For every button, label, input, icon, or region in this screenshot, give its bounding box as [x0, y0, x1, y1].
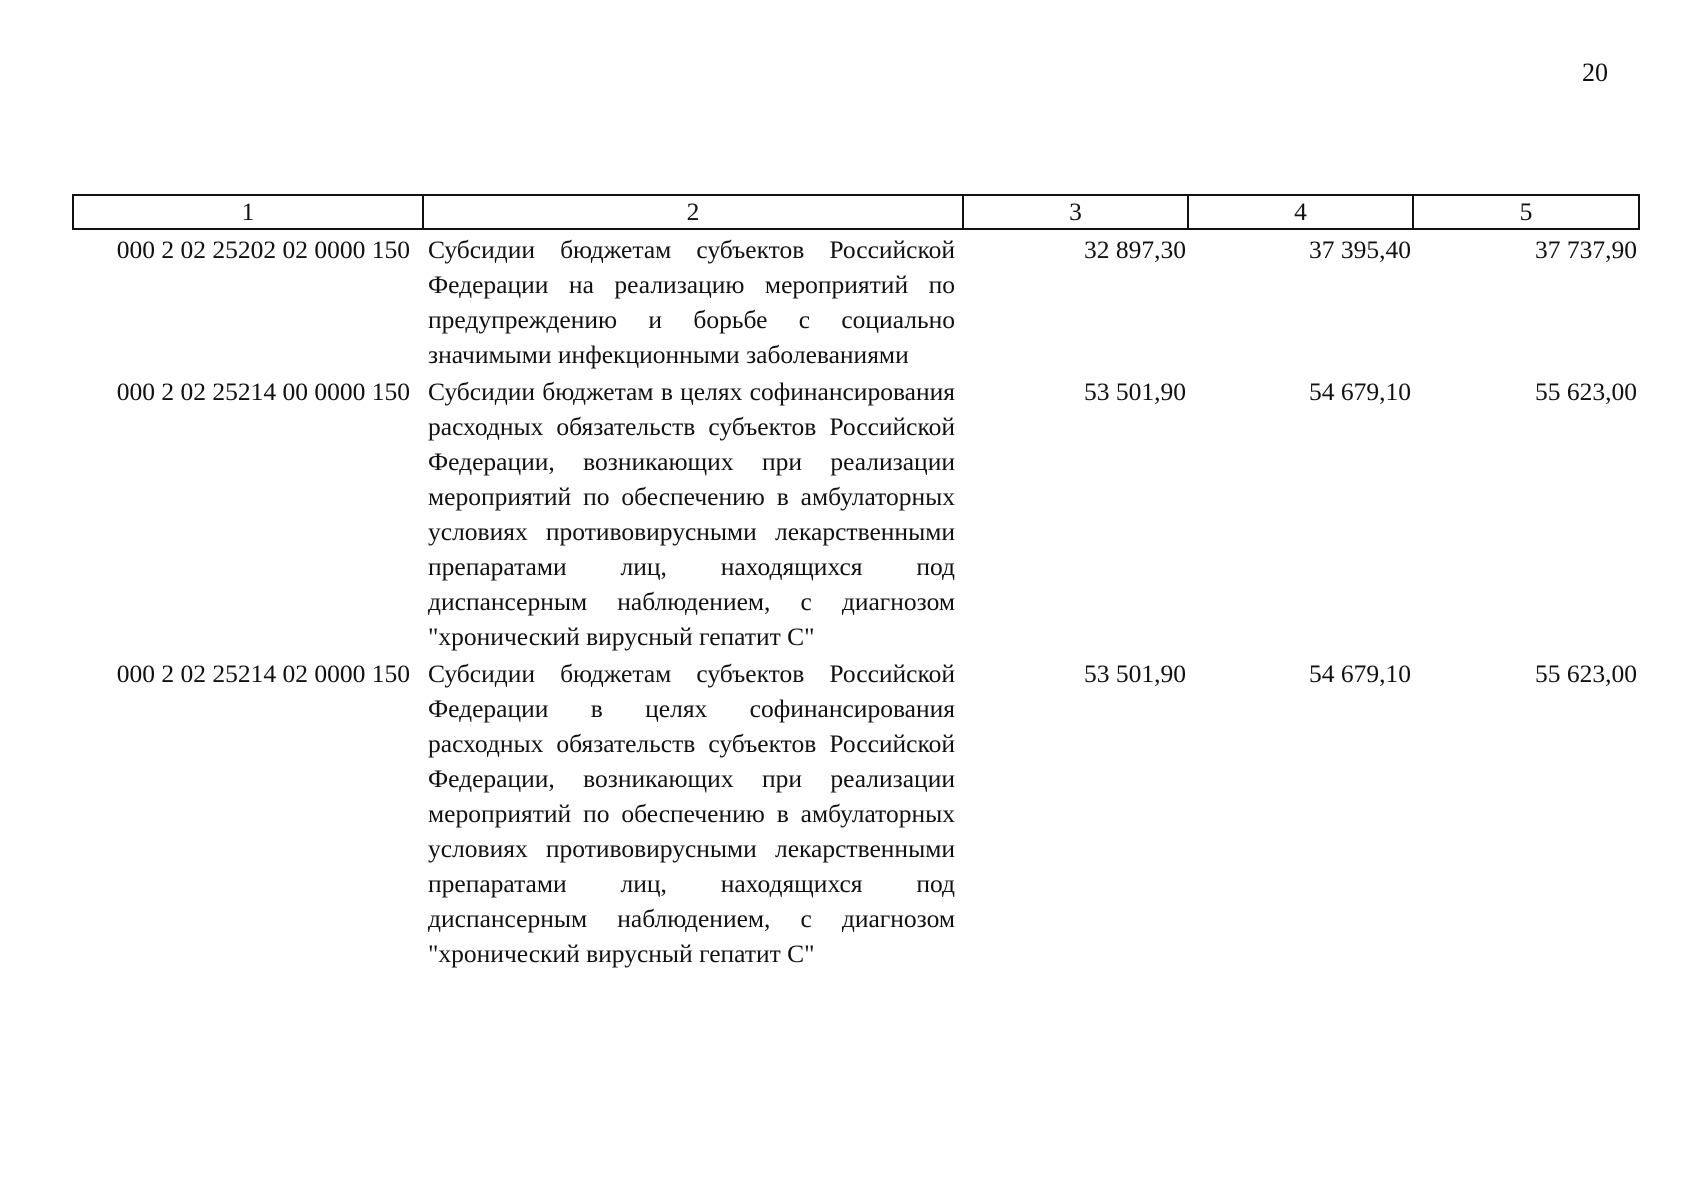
table-header-row: [73, 195, 1639, 229]
page-number: 20: [1582, 58, 1608, 87]
amount-col3: 32 897,30: [1084, 235, 1186, 264]
column-header-5: 5: [1413, 195, 1639, 229]
amount-col5: 55 623,00: [1535, 377, 1637, 406]
column-header-3: 3: [963, 195, 1188, 229]
amount-col4: 54 679,10: [1309, 659, 1411, 688]
amount-col3: 53 501,90: [1084, 377, 1186, 406]
budget-description: Субсидии бюджетам в целях софинансирования расходных обязательств субъектов Российской Федерации, возникающих при реализации мероприятий по обеспечению в амбулаторных условиях противовирусными лекарственными препаратами лиц, находящихся под диспансерным наблюдением, с диагнозом "хронический вирусный гепатит С": [428, 377, 955, 651]
budget-code: 000 2 02 25214 00 0000 150: [116, 377, 410, 406]
table-row: [73, 229, 1639, 372]
budget-description: Субсидии бюджетам субъектов Российской Федерации в целях софинансирования расходных обязательств субъектов Российской Федерации, возникающих при реализации мероприятий по обеспечению в амбулаторных условиях противовирусными лекарственными препаратами лиц, находящихся под диспансерным наблюдением, с диагнозом "хронический вирусный гепатит С": [428, 659, 955, 968]
column-header-4: 4: [1188, 195, 1413, 229]
column-header-1: 1: [73, 195, 423, 229]
budget-code: 000 2 02 25202 02 0000 150: [116, 235, 410, 264]
amount-col4: 54 679,10: [1309, 377, 1411, 406]
amount-col4: 37 395,40: [1309, 235, 1411, 264]
column-header-2: 2: [423, 195, 963, 229]
amount-col5: 55 623,00: [1535, 659, 1637, 688]
budget-description: Субсидии бюджетам субъектов Российской Федерации на реализацию мероприятий по предупреждению и борьбе с социально значимыми инфекционными заболеваниями: [428, 235, 955, 369]
budget-table: [72, 194, 1640, 971]
budget-code: 000 2 02 25214 02 0000 150: [116, 659, 410, 688]
amount-col5: 37 737,90: [1535, 235, 1637, 264]
table-row: [73, 372, 1639, 654]
table-row: [73, 654, 1639, 971]
amount-col3: 53 501,90: [1084, 659, 1186, 688]
